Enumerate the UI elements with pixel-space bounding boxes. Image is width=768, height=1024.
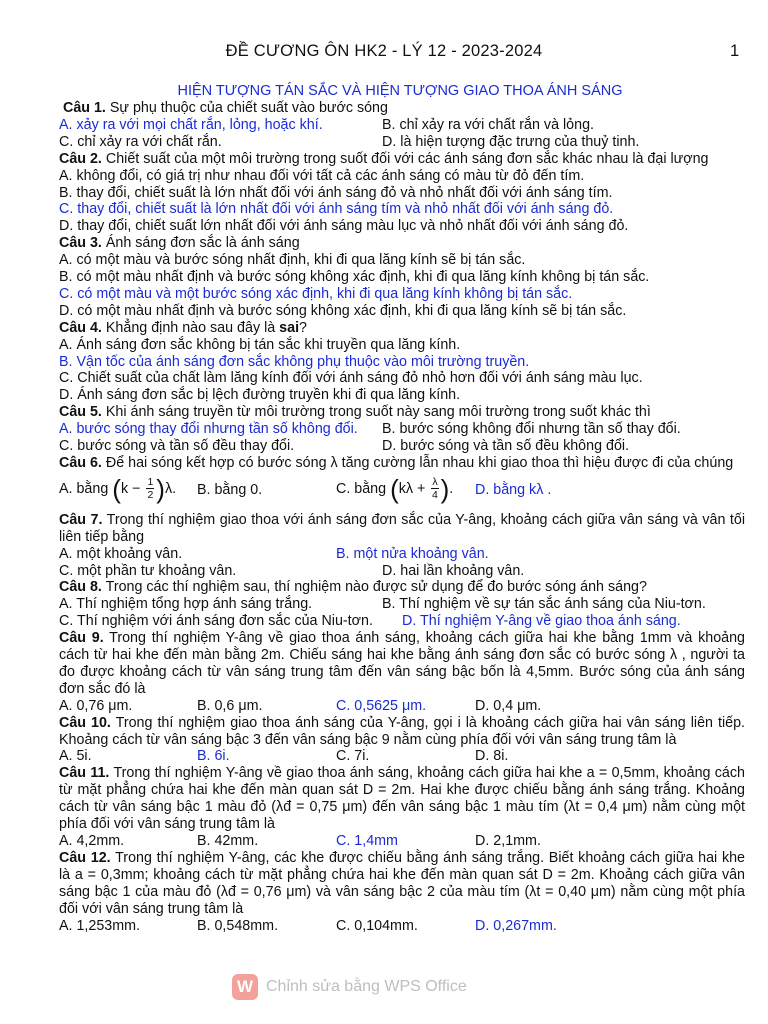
answer-a: A. 5i. [59,748,92,765]
question-8 [59,579,745,596]
question-label: Câu 6. [59,454,102,471]
question-stem: Trong thí nghiệm Y-âng, các khe được chiếu bằng ánh sáng trắng. Biết khoảng cách giữa hai khe là a = 0,3mm; khoảng cách từ mặt phẳng chứa hai khe đến màn quan sát D = 2m. Khoảng cách giữa vân sáng bậc 1 của màu đỏ (λđ = 0,76 μm) và vân sáng bậc 2 của màu tím (λt = 0,40 μm) nằm cùng một phía đối với vân sáng trung tâm là [59,849,745,917]
fraction-denominator: 4 [432,489,438,502]
question-6 [59,455,745,472]
answer-a-correct: A. xảy ra với mọi chất rắn, lỏng, hoặc khí. [59,116,323,133]
fraction-numerator: 1 [147,476,154,489]
answer-b: B. bằng 0. [197,481,263,498]
formula-minus: − [132,480,141,497]
answer-c: C. Thí nghiệm với ánh sáng đơn sắc của Niu-tơn. [59,613,373,630]
formula-k: k [120,480,129,497]
question-label: Câu 1. [63,100,106,116]
question-label: Câu 7. [59,511,103,528]
answer-a-correct: A. bước sóng thay đổi nhưng tần số không đổi. [59,421,358,438]
question-stem: Chiết suất của một môi trường trong suốt đối với các ánh sáng đơn sắc khác nhau là đại lượng [101,150,709,167]
fraction [431,476,438,501]
question-11 [59,765,745,833]
answer-prefix: A. bằng [59,480,109,497]
answer-row [59,117,745,134]
answer-prefix: C. bằng [336,480,387,497]
answer-c: C. chỉ xảy ra với chất rắn. [59,133,222,150]
answer-b-correct: B. 6i. [197,748,230,765]
answer-d: D. là hiện tượng đặc trưng của thuỷ tinh. [382,133,640,150]
question-label: Câu 12. [59,849,111,866]
answer-c: C. 0,104mm. [336,917,418,934]
answer-b: B. 42mm. [197,833,259,849]
fraction-numerator: λ [432,476,438,489]
answer-d-correct: D. 0,267mm. [475,917,557,934]
answer-row [59,134,745,151]
emphasis-word: sai [279,319,300,336]
answer-c-correct: C. có một màu và một bước sóng xác định, khi đi qua lăng kính không bị tán sắc. [59,285,573,302]
answer-c: C. 7i. [336,748,370,765]
question-5 [59,404,745,421]
question-label: Câu 10. [59,714,111,731]
answer-d-correct: D. bằng kλ . [475,481,552,498]
formula-lambda: λ. [164,480,177,497]
answer-d: D. có một màu nhất định và bước sóng không xác định, khi đi qua lăng kính sẽ bị tán sắc. [59,302,627,319]
question-stem: Trong các thí nghiệm sau, thí nghiệm nào được sử dụng để đo bước sóng ánh sáng? [101,579,647,596]
answer-row [59,748,745,765]
formula-k-lambda: kλ + [398,480,426,497]
question-stem-end: ? [299,319,307,336]
answer-a: A. 0,76 μm. [59,697,133,714]
answer-a: A. 4,2mm. [59,833,125,849]
section-title: HIỆN TƯỢNG TÁN SẮC VÀ HIỆN TƯỢNG GIAO THOA ÁNH SÁNG [177,83,623,99]
answer-d: D. 8i. [475,748,509,765]
answer-b: B. thay đổi, chiết suất là lớn nhất đối với ánh sáng đỏ và nhỏ nhất đối với ánh sáng tím. [59,184,613,201]
answer-a: A. không đổi, có giá trị như nhau đối với tất cả các ánh sáng có màu từ đỏ đến tím. [59,167,585,184]
document-title: ĐỀ CƯƠNG ÔN HK2 - LÝ 12 - 2023-2024 [225,42,543,60]
answer-d: D. thay đổi, chiết suất lớn nhất đối với ánh sáng màu lục và nhỏ nhất đối với ánh sáng đỏ. [59,218,629,235]
question-12 [59,850,745,918]
question-label: Câu 9. [59,630,104,647]
wps-watermark [232,972,522,1002]
answer-row [59,698,745,715]
paren-close: ) [440,473,450,504]
page-number: 1 [730,42,740,60]
question-stem: Trong thí nghiệm Y-âng về giao thoa ánh sáng, khoảng cách giữa hai khe a = 0,5mm, khoảng cách từ mặt phẳng chứa hai khe đến màn quan sát D = 2m. Hai khe được chiếu bằng ánh sáng trắng. Khoảng cách từ vân sáng bậc 1 màu đỏ (λđ = 0,75 μm) đến vân sáng bậc 1 màu tím (λt = 0,4 μm) nằm cùng một phía đối với vân sáng trung tâm là [59,765,745,833]
fraction [146,476,154,501]
paren-open: ( [112,473,121,504]
question-label: Câu 2. [59,150,102,167]
answer-row [59,833,745,850]
answer-b-correct: B. Vận tốc của ánh sáng đơn sắc không phụ thuộc vào môi trường truyền. [59,353,530,370]
answer-b: B. 0,6 μm. [197,697,263,714]
answer-a: A. Ánh sáng đơn sắc không bị tán sắc khi truyền qua lăng kính. [59,336,461,353]
answer-b: B. Thí nghiệm về sự tán sắc ánh sáng của Niu-tơn. [382,596,706,613]
question-3 [59,235,745,252]
question-stem: Trong thí nghiệm giao thoa ánh sáng của Y-âng, gọi i là khoảng cách giữa hai vân sáng liên tiếp. Khoảng cách từ vân sáng bậc 3 đến vân sáng bậc 9 nằm cùng phía đối với vân sáng trung tâm là [59,714,746,748]
answer-row [59,438,745,455]
answer-c-correct: C. 0,5625 μm. [336,697,427,714]
answer-b-correct: B. một nửa khoảng vân. [336,545,489,562]
answer-row [59,613,745,630]
question-stem: Khi ánh sáng truyền từ môi trường trong suốt này sang môi trường trong suốt khác thì [101,404,651,421]
question-label: Câu 8. [59,579,102,596]
answer-b: B. có một màu nhất định và bước sóng không xác định, khi đi qua lăng kính không bị tán sắc. [59,269,650,286]
answer-d: D. Ánh sáng đơn sắc bị lệch đường truyền khi đi qua lăng kính. [59,387,461,404]
answer-c: C. bước sóng và tần số đều thay đổi. [59,438,295,455]
answer-b: B. chỉ xảy ra với chất rắn và lỏng. [382,116,595,133]
formula-period: . [449,480,454,497]
answer-c-correct: C. 1,4mm [336,833,398,849]
answer-b: B. 0,548mm. [197,917,279,934]
question-stem: Trong thí nghiệm giao thoa với ánh sáng đơn sắc của Y-âng, khoảng cách giữa vân sáng và vân tối liên tiếp bằng [59,511,746,545]
answer-a [59,473,177,504]
question-1 [59,100,745,117]
paren-open: ( [390,473,399,504]
question-10 [59,715,745,749]
wps-logo-icon: W [232,974,258,1000]
question-2 [59,151,745,168]
answer-d: D. hai lần khoảng vân. [382,562,525,579]
answer-d-correct: D. Thí nghiệm Y-âng về giao thoa ánh sáng. [402,613,681,630]
answer-c-correct: C. thay đổi, chiết suất là lớn nhất đối với ánh sáng tím và nhỏ nhất đối với ánh sáng đỏ. [59,201,614,218]
question-label: Câu 5. [59,404,102,421]
question-label: Câu 11. [59,765,110,782]
answer-d: D. bước sóng và tần số đều không đổi. [382,438,630,455]
answer-a: A. 1,253mm. [59,917,141,934]
question-stem: Sự phụ thuộc của chiết suất vào bước sóng [105,100,388,116]
answer-row [59,563,745,580]
question-stem: Ánh sáng đơn sắc là ánh sáng [101,235,300,252]
answer-c: C. một phần tư khoảng vân. [59,562,237,579]
question-stem: Trong thí nghiệm Y-âng về giao thoa ánh sáng, khoảng cách giữa hai khe bằng 1mm và khoảng cách từ hai khe đến màn bằng 2m. Chiếu sáng hai khe bằng ánh sáng đơn sắc có bước sóng λ , người ta đo được khoảng cách từ vân sáng trung tâm đến vân sáng bậc bốn là 4,5mm. Bước sóng của ánh sáng đơn sắc đó là [59,630,746,697]
question-stem: Để hai sóng kết hợp có bước sóng λ tăng cường lẫn nhau khi giao thoa thì hiệu được đi của chúng [101,454,734,471]
answer-c [336,473,454,504]
answer-row [59,918,745,935]
answer-b: B. bước sóng không đổi nhưng tần số thay đổi. [382,421,681,438]
answer-a: A. Thí nghiệm tổng hợp ánh sáng trắng. [59,596,313,613]
answer-a: A. một khoảng vân. [59,545,183,562]
answer-c: C. Chiết suất của chất làm lăng kính đối với ánh sáng đỏ nhỏ hơn đối với ánh sáng màu lục. [59,370,643,387]
question-label: Câu 3. [59,235,102,252]
question-7 [59,512,745,546]
answer-d: D. 2,1mm. [475,833,541,849]
answer-d: D. 0,4 μm. [475,697,542,714]
answer-row-formulas [59,472,745,512]
question-list [59,100,745,934]
answer-a: A. có một màu và bước sóng nhất định, khi đi qua lăng kính sẽ bị tán sắc. [59,252,526,269]
question-4 [59,320,745,337]
answer-row [59,546,745,563]
watermark-text: Chỉnh sửa bằng WPS Office [266,978,467,995]
question-stem: Khẳng định nào sau đây là [101,319,280,336]
question-label: Câu 4. [59,319,102,336]
fraction-denominator: 2 [147,489,154,502]
answer-row [59,421,745,438]
answer-row [59,596,745,613]
question-9 [59,630,745,698]
paren-close: ) [156,473,165,504]
